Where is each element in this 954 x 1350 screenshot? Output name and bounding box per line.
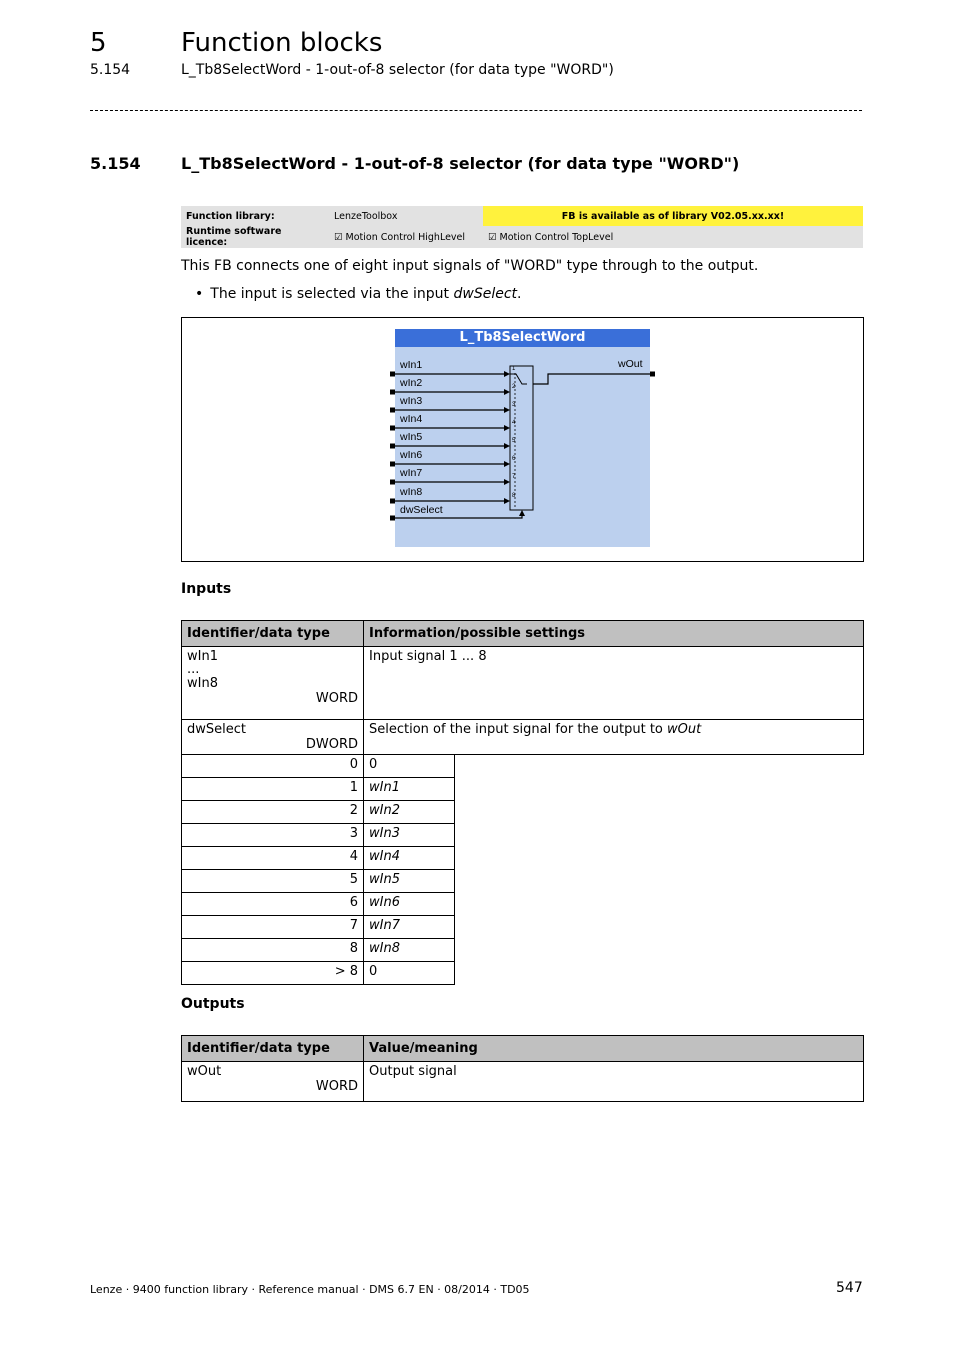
select-value: 3	[182, 824, 364, 847]
running-section-title: L_Tb8SelectWord - 1-out-of-8 selector (for data type "WORD")	[181, 62, 614, 78]
select-value: 0	[182, 755, 364, 778]
input-arrow-wIn6	[504, 461, 510, 467]
select-pin	[390, 516, 395, 521]
output-label: wOut	[618, 358, 643, 370]
section-number: 5.154	[90, 154, 141, 173]
select-line	[395, 515, 522, 518]
input-label-wIn7: wIn7	[400, 467, 423, 479]
win-identifier-cell	[182, 647, 364, 720]
select-meaning: 0	[364, 962, 455, 985]
input-arrow-wIn7	[504, 479, 510, 485]
select-value: 7	[182, 916, 364, 939]
inputs-col-identifier: Identifier/data type	[182, 621, 364, 647]
bullet-text: The input is selected via the input	[210, 286, 454, 302]
select-meaning: wIn1	[364, 778, 455, 801]
select-arrow	[519, 510, 525, 516]
switch-position-label: 8	[512, 493, 516, 499]
switch-position-label: 7	[512, 474, 516, 480]
outputs-col-value: Value/meaning	[364, 1036, 864, 1062]
switch-position-label: 5	[512, 438, 516, 444]
wout-type: WORD	[315, 1079, 358, 1094]
licence-highlevel: ☑ Motion Control HighLevel	[329, 226, 483, 248]
select-meaning: wIn2	[364, 801, 455, 824]
win-last: wIn8	[187, 676, 218, 691]
select-meaning: wIn4	[364, 847, 455, 870]
switch-position-label: 6	[512, 456, 516, 462]
select-label: dwSelect	[400, 504, 443, 516]
input-label-wIn5: wIn5	[400, 431, 423, 443]
input-pin-wIn4	[390, 426, 395, 431]
input-arrow-wIn5	[504, 443, 510, 449]
select-value: 5	[182, 870, 364, 893]
outputs-col-identifier: Identifier/data type	[182, 1036, 364, 1062]
dwselect-info	[364, 720, 864, 755]
chapter-number: 5	[90, 28, 107, 58]
input-pin-wIn1	[390, 372, 395, 377]
switch-position-label: 3	[512, 402, 516, 408]
input-pin-wIn8	[390, 499, 395, 504]
description: This FB connects one of eight input signals of "WORD" type through to the output.	[181, 258, 759, 274]
switch-box	[510, 366, 533, 510]
footer-text: Lenze · 9400 function library · Reference manual · DMS 6.7 EN · 08/2014 · TD05	[90, 1283, 530, 1296]
outputs-table	[181, 1035, 864, 1102]
function-block-title: L_Tb8SelectWord	[395, 329, 650, 347]
win-first: wIn1	[187, 649, 218, 664]
select-meaning: wIn7	[364, 916, 455, 939]
table-row	[182, 720, 864, 755]
input-pin-wIn2	[390, 390, 395, 395]
wout-info: Output signal	[364, 1062, 864, 1102]
table-row	[182, 647, 864, 720]
outputs-heading: Outputs	[181, 996, 245, 1012]
input-arrow-wIn8	[504, 498, 510, 504]
chapter-title: Function blocks	[181, 28, 383, 58]
select-value: 1	[182, 778, 364, 801]
select-value: > 8	[182, 962, 364, 985]
bullet-text-end: .	[517, 286, 522, 302]
table-row	[182, 962, 864, 985]
input-label-wIn4: wIn4	[400, 413, 423, 425]
select-meaning: wIn5	[364, 870, 455, 893]
dwselect-type: DWORD	[305, 737, 358, 752]
table-row	[182, 755, 864, 778]
switch-position-label: 2	[512, 384, 516, 390]
table-row	[182, 916, 864, 939]
table-row	[182, 939, 864, 962]
licence-toplevel: ☑ Motion Control TopLevel	[483, 226, 863, 248]
input-label-wIn2: wIn2	[400, 377, 423, 389]
input-arrow-wIn4	[504, 425, 510, 431]
dwselect-info-text: Selection of the input signal for the output to	[369, 722, 667, 737]
table-row	[182, 824, 864, 847]
win-ellipsis: ...	[187, 662, 200, 677]
inputs-col-info: Information/possible settings	[364, 621, 864, 647]
dwselect-id: dwSelect	[187, 722, 246, 737]
input-pin-wIn6	[390, 462, 395, 467]
input-pin-wIn7	[390, 480, 395, 485]
select-value: 8	[182, 939, 364, 962]
switch-position-label: 1	[512, 366, 516, 372]
inputs-heading: Inputs	[181, 581, 232, 597]
function-library-label: Function library:	[181, 206, 329, 226]
function-library-value: LenzeToolbox	[329, 206, 483, 226]
output-pin	[650, 372, 655, 377]
select-value: 6	[182, 893, 364, 916]
running-section-number: 5.154	[90, 62, 131, 78]
dwselect-values	[182, 755, 864, 985]
selector-diagram	[0, 0, 954, 600]
table-row	[182, 870, 864, 893]
wout-identifier-cell	[182, 1062, 364, 1102]
bullet-emphasis: dwSelect	[453, 286, 518, 302]
input-label-wIn3: wIn3	[400, 395, 423, 407]
dwselect-identifier-cell	[182, 720, 364, 755]
input-arrow-wIn3	[504, 407, 510, 413]
licence-label: Runtime software licence:	[181, 226, 329, 248]
availability-note: FB is available as of library V02.05.xx.xx!	[483, 206, 863, 226]
dwselect-info-emphasis: wOut	[667, 722, 702, 737]
select-meaning: wIn8	[364, 939, 455, 962]
select-value: 4	[182, 847, 364, 870]
select-value: 2	[182, 801, 364, 824]
win-info: Input signal 1 ... 8	[364, 647, 864, 720]
wout-id: wOut	[187, 1064, 222, 1079]
input-arrow-wIn2	[504, 389, 510, 395]
switch-position-label: 4	[512, 420, 516, 426]
input-label-wIn8: wIn8	[400, 486, 423, 498]
table-row	[182, 778, 864, 801]
select-meaning: wIn6	[364, 893, 455, 916]
input-pin-wIn5	[390, 444, 395, 449]
table-row	[182, 893, 864, 916]
table-row	[182, 847, 864, 870]
table-row	[182, 1062, 864, 1102]
input-arrow-wIn1	[504, 371, 510, 377]
section-title: L_Tb8SelectWord - 1-out-of-8 selector (for data type "WORD")	[181, 154, 740, 173]
input-label-wIn1: wIn1	[400, 359, 423, 371]
page-number: 547	[836, 1280, 863, 1296]
output-line	[533, 374, 650, 384]
table-row	[182, 801, 864, 824]
bullet-dot: •	[195, 286, 204, 302]
select-meaning: 0	[364, 755, 455, 778]
inputs-table	[181, 620, 864, 985]
switch-lever	[510, 374, 527, 384]
win-type: WORD	[315, 691, 358, 706]
select-meaning: wIn3	[364, 824, 455, 847]
input-pin-wIn3	[390, 408, 395, 413]
input-label-wIn6: wIn6	[400, 449, 423, 461]
